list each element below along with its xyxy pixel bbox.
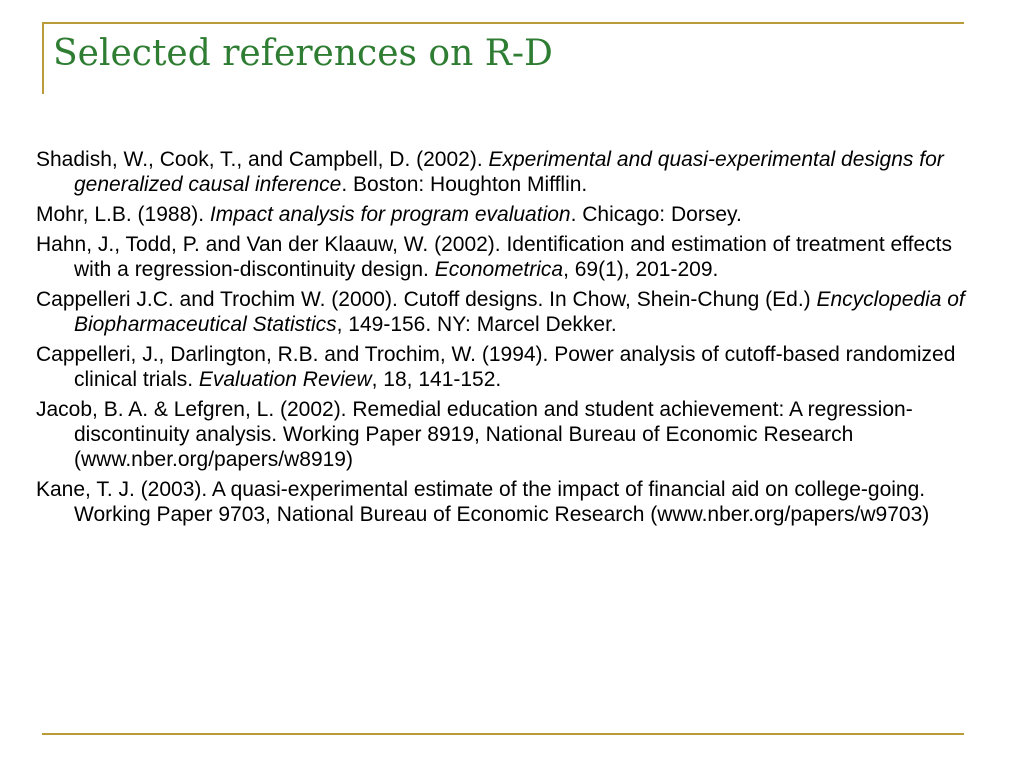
reference-item: [36, 477, 986, 527]
reference-text: Cappelleri, J., Darlington, R.B. and Trochim, W. (1994). Power analysis of cutoff-based randomized clinical trials.: [36, 343, 956, 391]
reference-text: Shadish, W., Cook, T., and Campbell, D. (2002).: [36, 148, 489, 171]
reference-item: [36, 147, 986, 197]
reference-item: [36, 287, 986, 337]
reference-title: Experimental and quasi-experimental designs for generalized causal inference: [74, 148, 944, 196]
reference-title: Encyclopedia of Biopharmaceutical Statistics: [74, 288, 965, 336]
bottom-accent-line: [42, 733, 964, 735]
reference-title: Evaluation Review: [198, 368, 372, 391]
reference-text: Jacob, B. A. & Lefgren, L. (2002). Remedial education and student achievement: A regression-discontinuity analysis. Working Paper 8919, National Bureau of Economic Research (www.nber.org/papers/w8919): [36, 398, 913, 471]
reference-source: , 69(1), 201-209.: [563, 258, 719, 281]
reference-text: Hahn, J., Todd, P. and Van der Klaauw, W. (2002). Identification and estimation of treatment effects with a regression-discontinuity design.: [36, 233, 952, 281]
left-accent-line: [42, 22, 44, 94]
reference-text: Cappelleri J.C. and Trochim W. (2000). Cutoff designs. In Chow, Shein-Chung (Ed.): [36, 288, 817, 311]
reference-title: Econometrica: [434, 258, 564, 281]
reference-item: [36, 397, 986, 472]
reference-source: . Chicago: Dorsey.: [570, 203, 742, 226]
reference-item: [36, 202, 986, 227]
reference-text: Mohr, L.B. (1988).: [36, 203, 210, 226]
top-accent-line: [42, 22, 964, 24]
reference-title: Impact analysis for program evaluation: [209, 203, 571, 226]
reference-item: [36, 342, 986, 392]
reference-text: Kane, T. J. (2003). A quasi-experimental estimate of the impact of financial aid on college-going. Working Paper 9703, National Bureau of Economic Research (www.nber.org/papers/w9703): [36, 478, 930, 526]
reference-source: . Boston: Houghton Mifflin.: [341, 173, 588, 196]
reference-list: [36, 147, 986, 532]
reference-item: [36, 232, 986, 282]
reference-source: , 149-156. NY: Marcel Dekker.: [336, 313, 617, 336]
reference-source: , 18, 141-152.: [371, 368, 502, 391]
slide-title: Selected references on R-D: [53, 33, 553, 74]
